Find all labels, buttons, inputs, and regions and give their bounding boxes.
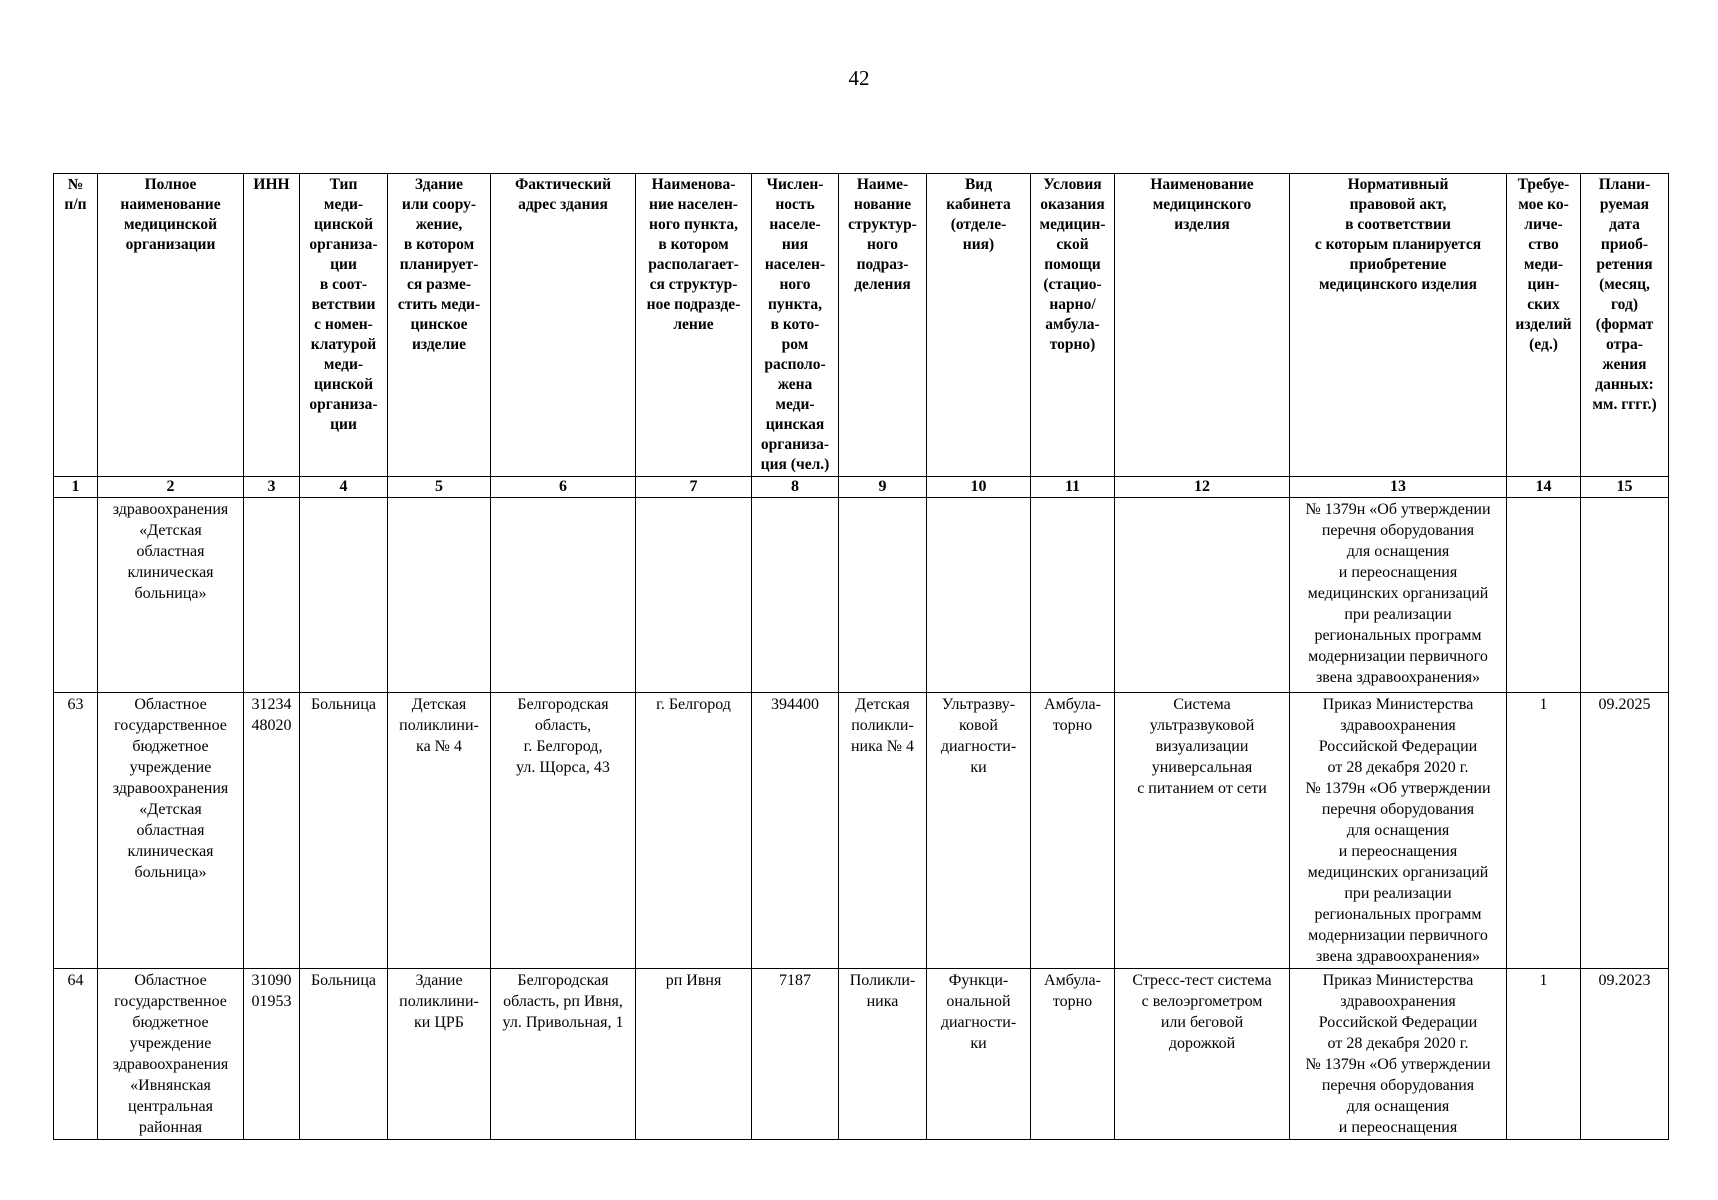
cell-legal-act: Приказ Министерства здравоохранения Российской Федерации от 28 декабря 2020 г. № 1379н «Об утверждении перечня оборудования для оснащения и переоснащения xyxy=(1290,969,1507,1140)
col-header-cabinet: Вид кабинета (отделе- ния) xyxy=(927,174,1031,477)
cell-number: 63 xyxy=(54,693,98,969)
col-number: 15 xyxy=(1581,477,1669,498)
cell-population: 7187 xyxy=(752,969,839,1140)
col-number: 13 xyxy=(1290,477,1507,498)
col-header-address: Фактический адрес здания xyxy=(491,174,636,477)
cell-quantity: 1 xyxy=(1507,693,1581,969)
cell-settlement: г. Белгород xyxy=(636,693,752,969)
cell-date: 09.2023 xyxy=(1581,969,1669,1140)
cell-address: Белгородская область, г. Белгород, ул. Щорса, 43 xyxy=(491,693,636,969)
cell-date xyxy=(1581,498,1669,693)
col-header-date: Плани- руемая дата приоб- ретения (месяц, год) (формат отра- жения данных: мм. гггг.) xyxy=(1581,174,1669,477)
equipment-table xyxy=(53,173,1669,1140)
col-header-device: Наименование медицинского изделия xyxy=(1115,174,1290,477)
cell-cabinet: Функци- ональной диагности- ки xyxy=(927,969,1031,1140)
col-header-unit: Наиме- нование структур- ного подраз- деления xyxy=(839,174,927,477)
cell-cabinet: Ультразву- ковой диагности- ки xyxy=(927,693,1031,969)
cell-address: Белгородская область, рп Ивня, ул. Привольная, 1 xyxy=(491,969,636,1140)
col-header-legal-act: Нормативный правовой акт, в соответствии с которым планируется приобретение медицинского изделия xyxy=(1290,174,1507,477)
page-number: 42 xyxy=(848,66,870,90)
cell-settlement: рп Ивня xyxy=(636,969,752,1140)
table-row xyxy=(54,498,1669,693)
cell-conditions: Амбула- торно xyxy=(1031,969,1115,1140)
cell-inn xyxy=(244,498,300,693)
cell-population: 394400 xyxy=(752,693,839,969)
cell-org-type: Больница xyxy=(300,693,388,969)
col-number: 2 xyxy=(98,477,244,498)
cell-unit xyxy=(839,498,927,693)
column-number-row xyxy=(54,477,1669,498)
cell-org-type: Больница xyxy=(300,969,388,1140)
cell-settlement xyxy=(636,498,752,693)
cell-device: Система ультразвуковой визуализации универсальная с питанием от сети xyxy=(1115,693,1290,969)
cell-address xyxy=(491,498,636,693)
cell-legal-act: Приказ Министерства здравоохранения Российской Федерации от 28 декабря 2020 г. № 1379н «Об утверждении перечня оборудования для оснащения и переоснащения медицинских организаций при реализации региональных программ модернизации первичного звена здравоохранения» xyxy=(1290,693,1507,969)
cell-unit: Детская поликли- ника № 4 xyxy=(839,693,927,969)
col-header-org-name: Полное наименование медицинской организации xyxy=(98,174,244,477)
cell-org-name: Областное государственное бюджетное учреждение здравоохранения «Ивнянская центральная районная xyxy=(98,969,244,1140)
cell-number: 64 xyxy=(54,969,98,1140)
cell-device: Стресс-тест система с велоэргометром или беговой дорожкой xyxy=(1115,969,1290,1140)
header-row xyxy=(54,174,1669,477)
col-number: 14 xyxy=(1507,477,1581,498)
cell-inn: 31090 01953 xyxy=(244,969,300,1140)
cell-population xyxy=(752,498,839,693)
col-header-number: № п/п xyxy=(54,174,98,477)
col-number: 7 xyxy=(636,477,752,498)
cell-conditions: Амбула- торно xyxy=(1031,693,1115,969)
col-header-org-type: Тип меди- цинской организа- ции в соот- ветствии с номен- клатурой меди- цинской организа- ции xyxy=(300,174,388,477)
cell-device xyxy=(1115,498,1290,693)
col-number: 3 xyxy=(244,477,300,498)
cell-legal-act: № 1379н «Об утверждении перечня оборудования для оснащения и переоснащения медицинских организаций при реализации региональных программ модернизации первичного звена здравоохранения» xyxy=(1290,498,1507,693)
col-number: 10 xyxy=(927,477,1031,498)
col-header-building: Здание или соору- жение, в котором планирует- ся разме- стить меди- цинское изделие xyxy=(388,174,491,477)
col-number: 1 xyxy=(54,477,98,498)
col-number: 4 xyxy=(300,477,388,498)
col-header-inn: ИНН xyxy=(244,174,300,477)
col-header-conditions: Условия оказания медицин- ской помощи (стацио- нарно/ амбула- торно) xyxy=(1031,174,1115,477)
cell-inn: 31234 48020 xyxy=(244,693,300,969)
cell-quantity xyxy=(1507,498,1581,693)
table-row xyxy=(54,693,1669,969)
cell-cabinet xyxy=(927,498,1031,693)
cell-org-type xyxy=(300,498,388,693)
table-row xyxy=(54,969,1669,1140)
cell-date: 09.2025 xyxy=(1581,693,1669,969)
col-header-settlement: Наименова- ние населен- ного пункта, в котором располагает- ся структур- ное подразде- ление xyxy=(636,174,752,477)
col-header-quantity: Требуе- мое ко- личе- ство меди- цин- ских изделий (ед.) xyxy=(1507,174,1581,477)
cell-conditions xyxy=(1031,498,1115,693)
cell-number xyxy=(54,498,98,693)
cell-org-name: Областное государственное бюджетное учреждение здравоохранения «Детская областная клиническая больница» xyxy=(98,693,244,969)
cell-quantity: 1 xyxy=(1507,969,1581,1140)
col-number: 12 xyxy=(1115,477,1290,498)
cell-org-name: здравоохранения «Детская областная клиническая больница» xyxy=(98,498,244,693)
col-number: 6 xyxy=(491,477,636,498)
cell-building: Детская поликлини- ка № 4 xyxy=(388,693,491,969)
cell-unit: Поликли- ника xyxy=(839,969,927,1140)
col-number: 9 xyxy=(839,477,927,498)
col-number: 5 xyxy=(388,477,491,498)
col-header-population: Числен- ность населе- ния населен- ного пункта, в кото- ром располо- жена меди- цинская организа- ция (чел.) xyxy=(752,174,839,477)
cell-building xyxy=(388,498,491,693)
cell-building: Здание поликлини- ки ЦРБ xyxy=(388,969,491,1140)
col-number: 8 xyxy=(752,477,839,498)
col-number: 11 xyxy=(1031,477,1115,498)
